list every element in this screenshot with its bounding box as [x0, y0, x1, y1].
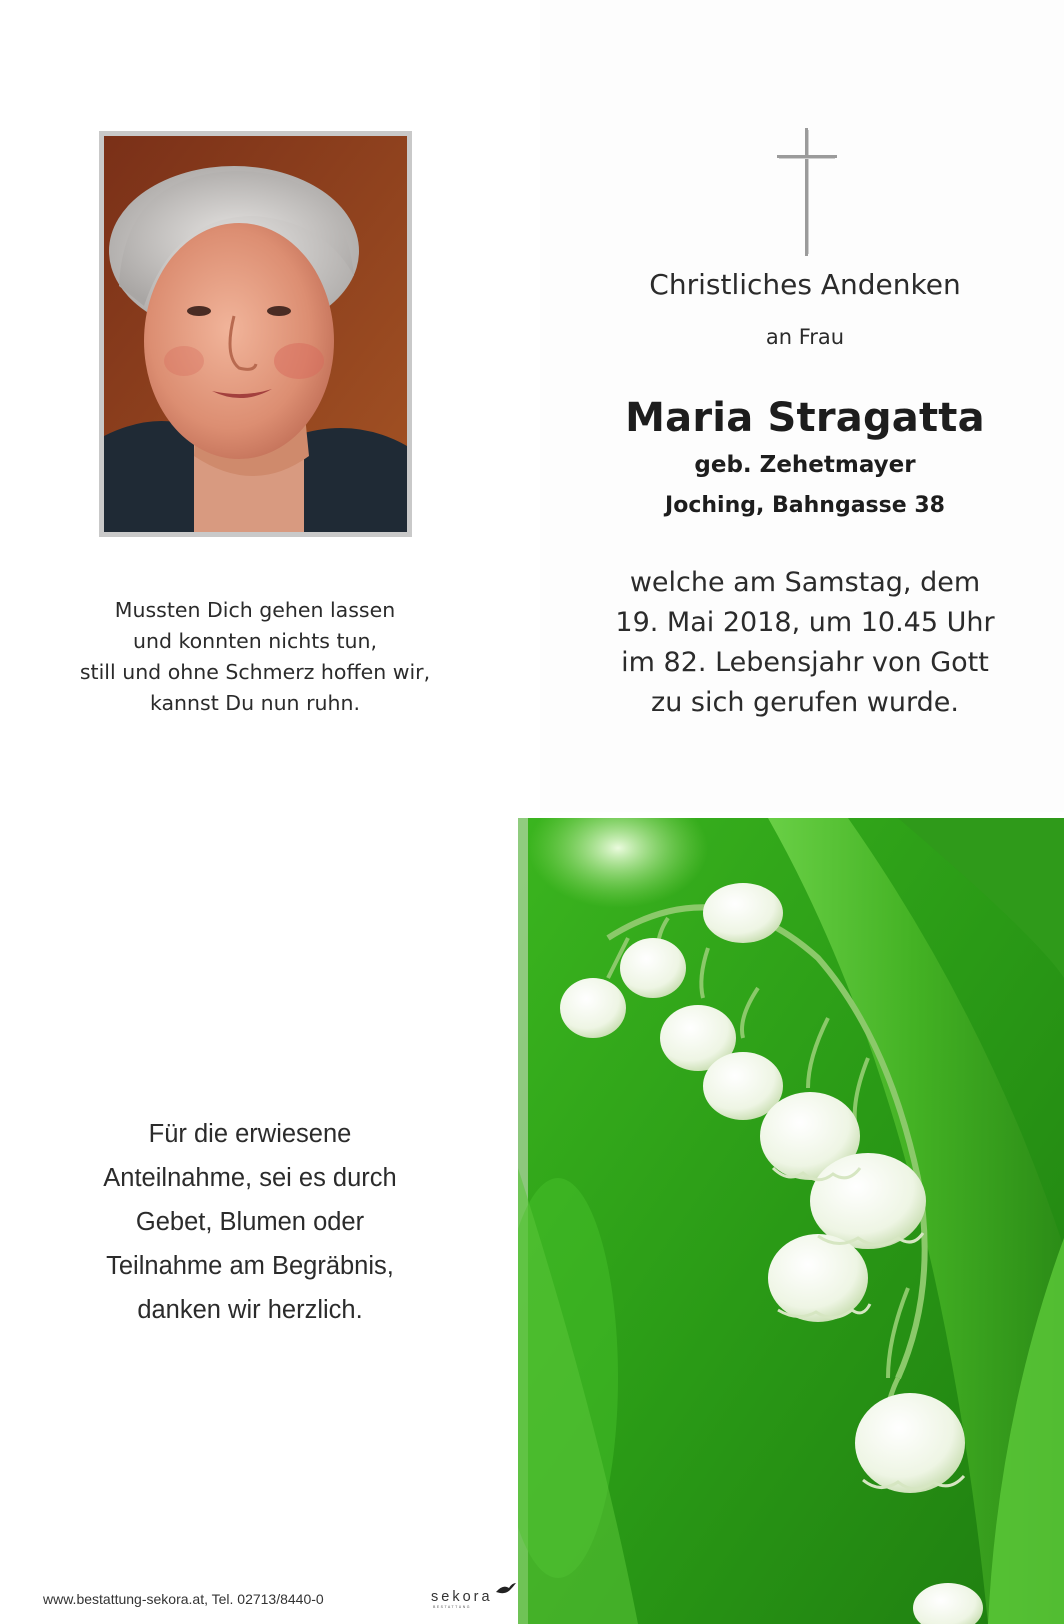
death-line: 19. Mai 2018, um 10.45 Uhr: [615, 607, 995, 638]
poem-line: kannst Du nun ruhn.: [149, 691, 360, 715]
death-line: zu sich gerufen wurde.: [651, 687, 959, 718]
thanks-line: Gebet, Blumen oder: [135, 1208, 365, 1236]
death-line: welche am Samstag, dem: [629, 567, 981, 598]
poem-line: still und ohne Schmerz hoffen wir,: [79, 660, 431, 684]
memorial-poem: [40, 595, 470, 719]
funeral-home-contact: www.bestattung-sekora.at, Tel. 02713/8440-0: [43, 1591, 324, 1607]
thanks-text: [40, 1112, 460, 1332]
thanks-line: Teilnahme am Begräbnis,: [106, 1252, 394, 1280]
memorial-subheading: an Frau: [765, 325, 845, 349]
birth-name: geb. Zehetmayer: [694, 452, 916, 478]
death-notice-text: [560, 563, 1050, 723]
thanks-line: danken wir herzlich.: [137, 1296, 363, 1324]
logo-word: sekora: [431, 1589, 493, 1605]
thanks-line: Anteilnahme, sei es durch: [103, 1164, 397, 1192]
poem-line: und konnten nichts tun,: [132, 629, 378, 653]
footer: [43, 1588, 503, 1612]
cross-icon: [775, 128, 839, 256]
logo-subtitle: BESTATTUNG: [433, 1605, 472, 1609]
bird-icon: [495, 1582, 517, 1596]
portrait-photo: [99, 131, 412, 537]
death-line: im 82. Lebensjahr von Gott: [621, 647, 989, 678]
lily-of-the-valley-photo: [518, 818, 1064, 1624]
address: Joching, Bahngasse 38: [665, 493, 945, 518]
funeral-home-logo: [431, 1588, 493, 1609]
poem-line: Mussten Dich gehen lassen: [114, 598, 396, 622]
memorial-heading: Christliches Andenken: [649, 268, 961, 301]
thanks-line: Für die erwiesene: [148, 1120, 352, 1148]
deceased-name: Maria Stragatta: [625, 395, 985, 441]
